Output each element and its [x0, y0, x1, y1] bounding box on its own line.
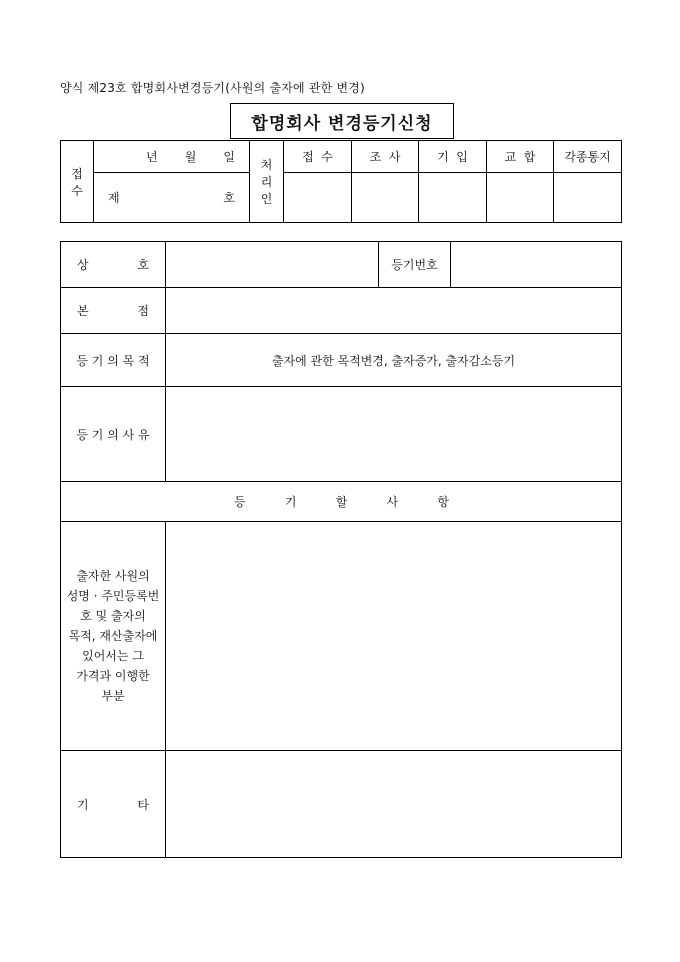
processing-label-cell: [250, 141, 284, 223]
reception-char: 접: [71, 166, 83, 181]
date-cell[interactable]: [94, 141, 250, 173]
application-table: [60, 241, 622, 858]
form-caption: 양식 제23호 합명회사변경등기(사원의 출자에 관한 변경): [60, 81, 365, 95]
members-field[interactable]: [166, 522, 622, 751]
purpose-value: 출자에 관한 목적변경, 출자증가, 출자감소등기: [166, 334, 622, 387]
trade-name-label: 상 호: [61, 242, 166, 288]
processing-char: 리: [260, 175, 273, 189]
number-prefix: 제: [108, 191, 120, 205]
col-entry: 기 입: [419, 141, 487, 173]
purpose-label: 등 기 의 목 적: [61, 334, 166, 387]
col-verification: 교 합: [487, 141, 554, 173]
col-notification: 각종통지: [554, 141, 622, 173]
head-office-field[interactable]: [166, 288, 622, 334]
col-examination: 조 사: [352, 141, 419, 173]
examination-entry[interactable]: [352, 173, 419, 223]
year-label: 년: [146, 150, 158, 164]
receipt-table: [60, 140, 622, 223]
registration-number-label: 등기번호: [379, 242, 451, 288]
reason-label: 등 기 의 사 유: [61, 387, 166, 482]
day-label: 일: [223, 150, 235, 164]
reception-char: 수: [71, 183, 83, 198]
month-label: 월: [184, 150, 197, 164]
processing-char: 인: [260, 192, 273, 206]
other-label: 기 타: [61, 751, 166, 858]
trade-name-field[interactable]: [166, 242, 379, 288]
reception-label-cell: [61, 141, 94, 223]
notification-entry[interactable]: [554, 173, 622, 223]
head-office-label: 본 점: [61, 288, 166, 334]
other-field[interactable]: [166, 751, 622, 858]
number-suffix: 호: [223, 191, 235, 205]
verification-entry[interactable]: [487, 173, 554, 223]
reception-entry[interactable]: [284, 173, 352, 223]
number-cell[interactable]: [94, 173, 250, 223]
col-reception: 접 수: [284, 141, 352, 173]
members-label: 출자한 사원의 성명 · 주민등록번 호 및 출자의 목적, 재산출자에 있어서는 그 가격과 이행한 부분: [61, 522, 166, 751]
items-header: 등 기 할 사 항: [61, 482, 622, 522]
reason-field[interactable]: [166, 387, 622, 482]
form-title: 합명회사 변경등기신청: [230, 103, 454, 139]
entry-entry[interactable]: [419, 173, 487, 223]
registration-number-field[interactable]: [451, 242, 622, 288]
processing-char: 처: [260, 158, 273, 172]
